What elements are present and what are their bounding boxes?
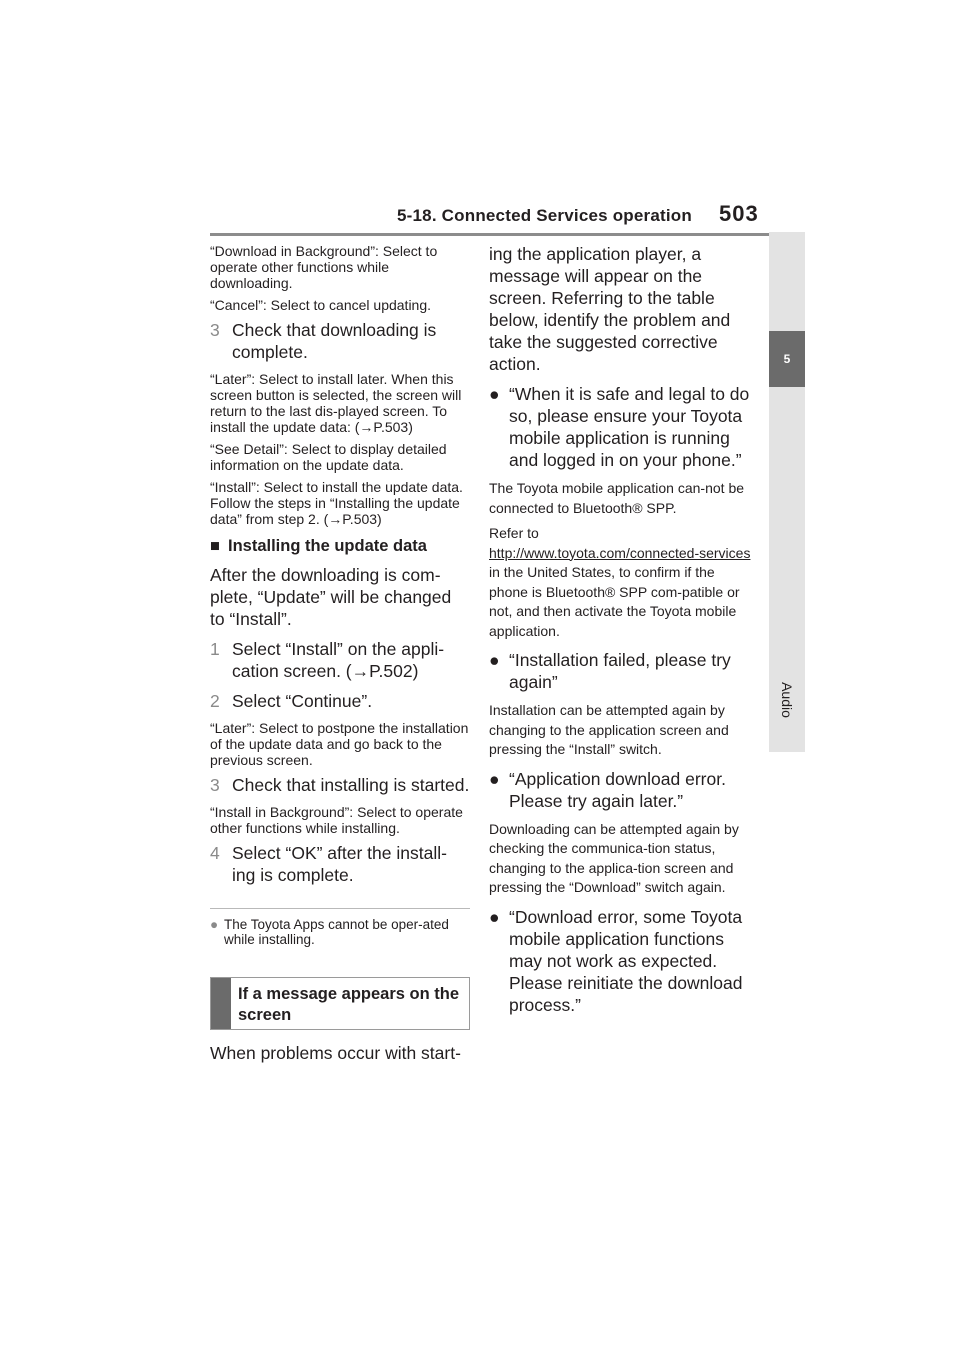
header-rule — [210, 233, 800, 236]
chapter-side-bar — [769, 232, 805, 752]
detail-text: Refer to — [489, 525, 539, 541]
step-text: Check that downloading is complete. — [232, 320, 437, 362]
message-item — [489, 768, 751, 812]
detail-paragraph: Installation can be attempted again by changing to the application screen and pressing the “Install” switch. — [489, 702, 729, 757]
bullet-icon: ● — [489, 906, 500, 927]
paragraph: “Later”: Select to postpone the installation of the update data and go back to the previous screen. — [210, 720, 469, 768]
step-item — [210, 842, 470, 886]
message-text: “When it is safe and legal to do so, please ensure your Toyota mobile application is running and logged in on your phone.” — [509, 384, 750, 470]
paragraph: “Cancel”: Select to cancel updating. — [210, 297, 432, 313]
message-item — [489, 649, 751, 693]
bullet-icon: ● — [489, 384, 500, 404]
step-text: Select “Continue”. — [232, 691, 373, 711]
paragraph: “See Detail”: Select to display detailed information on the update data. — [210, 441, 447, 473]
detail-paragraph — [489, 524, 751, 641]
step-number: 1 — [210, 639, 220, 659]
note — [210, 917, 470, 947]
step-number: 2 — [210, 691, 220, 711]
connected-services-link[interactable]: http://www.toyota.com/connected-services — [489, 544, 751, 561]
subsection-heading — [210, 537, 470, 556]
left-column — [210, 243, 470, 1064]
step-number: 4 — [210, 843, 220, 863]
message-text: “Application download error. Please try again later.” — [509, 768, 726, 811]
detail-paragraph: Downloading can be attempted again by checking the communica-tion status, changing to the applica-tion screen and pressing the “Download” switch again. — [489, 820, 739, 895]
paragraph: “Download in Background”: Select to operate other functions while downloading. — [210, 243, 438, 291]
body-paragraph: ing the application player, a message will appear on the screen. Referring to the table below, identify the problem and take the suggested corrective action. — [489, 244, 731, 374]
paragraph: “Install”: Select to install the update data. Follow the steps in “Installing the update data” from step 2. (→P.503) — [210, 479, 463, 527]
box-title: If a message appears on the screen — [238, 985, 460, 1024]
note-divider — [210, 908, 470, 909]
page-number: 503 — [719, 201, 759, 226]
paragraph: “Later”: Select to install later. When this screen button is selected, the screen will return to the last dis-played screen. To install the update data: (→P.503) — [210, 371, 462, 435]
chapter-label: Audio — [779, 682, 795, 718]
message-item — [489, 383, 751, 471]
step-text: Check that installing is started. — [232, 775, 470, 795]
message-item — [489, 906, 751, 1016]
step-number: 3 — [210, 320, 220, 340]
message-text: “Installation failed, please try again” — [509, 650, 731, 692]
circle-bullet-icon: ● — [210, 917, 219, 932]
message-text: “Download error, some Toyota mobile application functions may not work as expected. Please reinitiate the download process.” — [509, 906, 743, 1015]
box-accent-bar — [211, 978, 231, 1029]
right-column — [489, 243, 751, 1024]
step-number: 3 — [210, 775, 220, 795]
paragraph: “Install in Background”: Select to operate other functions while installing. — [210, 804, 463, 836]
detail-text: in the United States, to confirm if the phone is Bluetooth® SPP com-patible or not, and then activate the Toyota mobile application. — [489, 564, 740, 639]
body-paragraph: When problems occur with start- — [210, 1043, 461, 1063]
step-item — [210, 774, 470, 796]
section-title: 5-18. Connected Services operation — [397, 206, 692, 225]
detail-paragraph: The Toyota mobile application can-not be connected to Bluetooth® SPP. — [489, 480, 745, 516]
step-item — [210, 319, 470, 363]
bullet-icon: ● — [489, 650, 500, 670]
body-paragraph: After the downloading is com-plete, “Update” will be changed to “Install”. — [210, 565, 452, 629]
step-item — [210, 638, 470, 682]
message-section-box — [210, 977, 470, 1030]
square-bullet-icon: ■ — [210, 537, 220, 555]
chapter-number-tab: 5 — [769, 331, 805, 387]
note-text: The Toyota Apps cannot be oper-ated while installing. — [224, 917, 449, 947]
step-text: Select “OK” after the install-ing is complete. — [232, 843, 447, 885]
bullet-icon: ● — [489, 768, 500, 789]
step-item — [210, 690, 470, 712]
heading-text: Installing the update data — [228, 537, 427, 555]
step-text: Select “Install” on the appli-cation screen. (→P.502) — [232, 639, 445, 681]
